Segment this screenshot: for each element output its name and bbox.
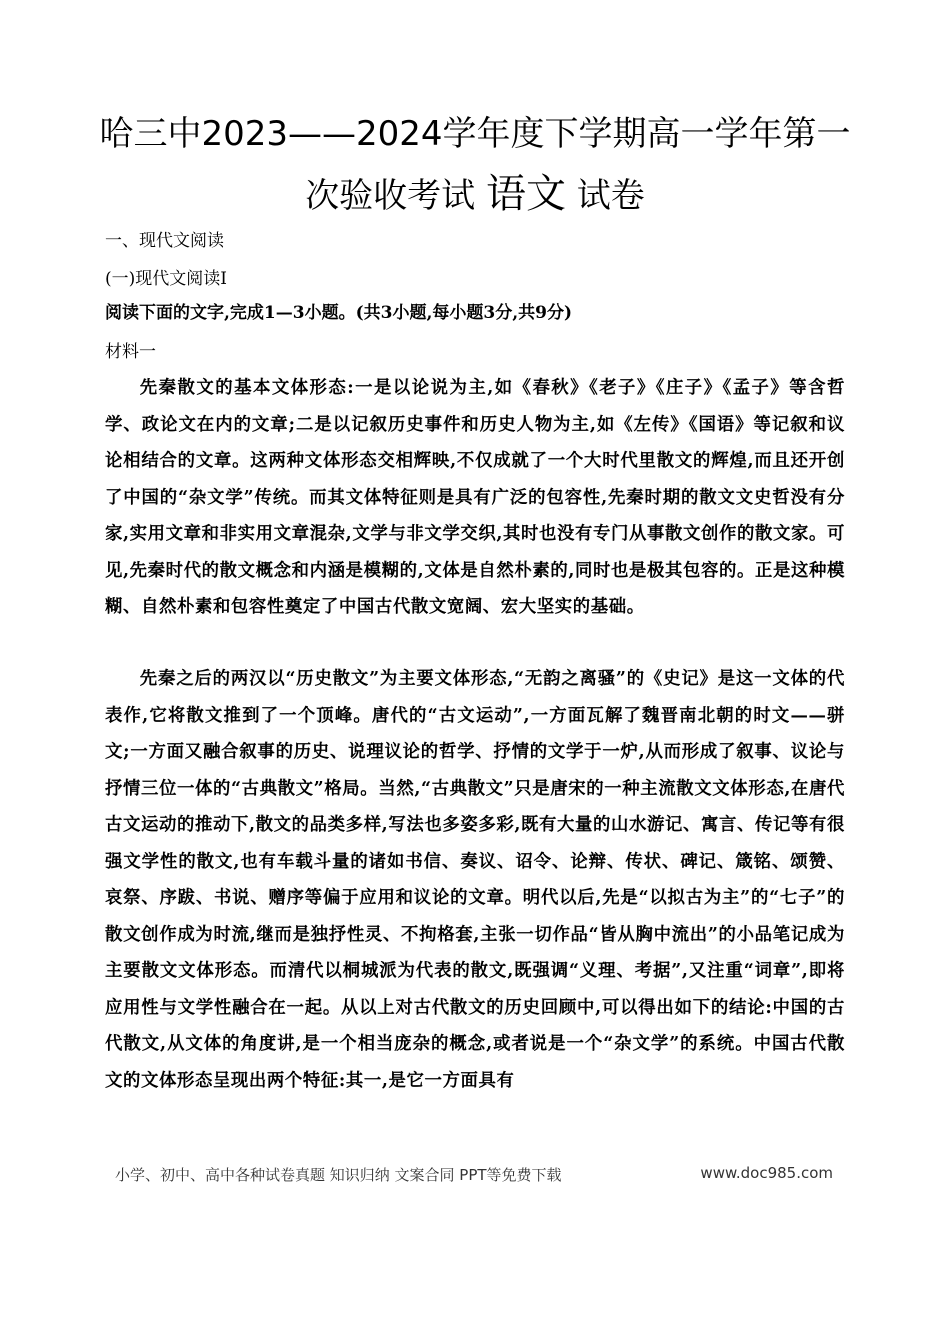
exam-title-line2 [80, 171, 870, 217]
paragraph-2: 先秦之后的两汉以“历史散文”为主要文体形态,“无韵之离骚”的《史记》是这一文体的代表作,它将散文推到了一个顶峰。唐代的“古文运动”,一方面瓦解了魏晋南北朝的时文——骈文;一方面又融合叙事的历史、说理议论的哲学、抒情的文学于一炉,从而形成了叙事、议论与抒情三位一体的“古典散文”格局。当然,“古典散文”只是唐宋的一种主流散文文体形态,在唐代古文运动的推动下,散文的品类多样,写法也多姿多彩,既有大量的山水游记、寓言、传记等有很强文学性的散文,也有车载斗量的诸如书信、奏议、诏令、论辩、传状、碑记、箴铭、颂赞、哀祭、序跋、书说、赠序等偏于应用和议论的文章。明代以后,先是“以拟古为主”的“七子”的散文创作成为时流,继而是独抒性灵、不拘格套,主张一切作品“皆从胸中流出”的小品笔记成为主要散文文体形态。而清代以桐城派为代表的散文,既强调“义理、考据”,又注重“词章”,即将应用性与文学性融合在一起。从以上对古代散文的历史回顾中,可以得出如下的结论:中国的古代散文,从文体的角度讲,是一个相当庞杂的概念,或者说是一个“杂文学”的系统。中国古代散文的文体形态呈现出两个特征:其一,是它一方面具有 [105, 669, 845, 1091]
exam-title-suffix: 试卷 [566, 176, 645, 216]
paragraph-1: 先秦散文的基本文体形态:一是以论说为主,如《春秋》《老子》《庄子》《孟子》等含哲学、政论文在内的文章;二是以记叙历史事件和历史人物为主,如《左传》《国语》等记叙和议论相结合的文章。这两种文体形态交相辉映,不仅成就了一个大时代里散文的辉煌,而且还开创了中国的“杂文学”传统。而其文体特征则是具有广泛的包容性,先秦时期的散文文史哲没有分家,实用文章和非实用文章混杂,文学与非文学交织,其时也没有专门从事散文创作的散文家。可见,先秦时代的散文概念和内涵是模糊的,文体是自然朴素的,同时也是极其包容的。正是这种模糊、自然朴素和包容性奠定了中国古代散文宽阔、宏大坚实的基础。 [105, 378, 845, 617]
page-footer [115, 1164, 845, 1185]
instructions: 阅读下面的文字,完成1—3小题。(共3小题,每小题3分,共9分) [105, 303, 572, 323]
subsection-heading: (一)现代文阅读Ⅰ [105, 269, 227, 289]
footer-text: 小学、初中、高中各种试卷真题 知识归纳 文案合同 PPT等免费下载 [115, 1166, 562, 1184]
footer-url[interactable]: www.doc985.com [700, 1164, 833, 1182]
exam-title-line1: 哈三中2023——2024学年度下学期高一学年第一 [99, 114, 851, 154]
exam-subject: 语文 [486, 171, 566, 217]
section-heading: 一、现代文阅读 [105, 231, 224, 251]
exam-title-prefix: 次验收考试 [305, 176, 486, 216]
material-label: 材料一 [105, 342, 156, 362]
